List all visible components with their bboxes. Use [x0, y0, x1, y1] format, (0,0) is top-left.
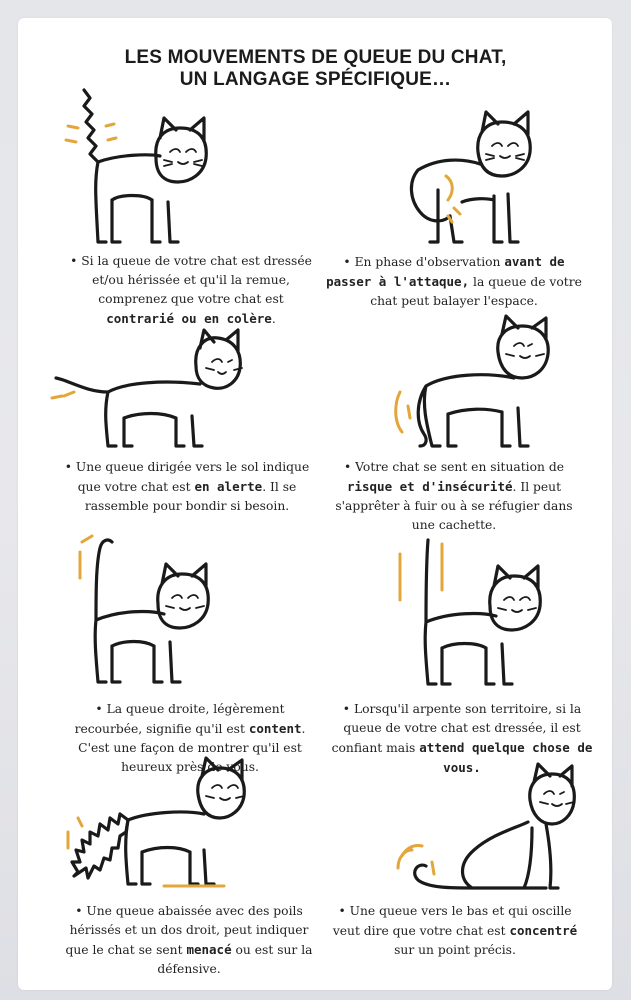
cat-tail-sweeping-illustration [398, 112, 568, 252]
cat-tail-low-illustration [46, 326, 256, 454]
title-line-1: LES MOUVEMENTS DE QUEUE DU CHAT, [124, 47, 507, 68]
caption-1: • Si la queue de votre chat est dressée et/ou hérissée et qu'il la remue, comprenez que votre chat est contrarié ou en colère. [70, 254, 312, 326]
caption-7: • Une queue abaissée avec des poils hérissés et un dos droit, peut indiquer que le chat se sent menacé ou est sur la défensive. [65, 904, 313, 976]
caption-8: • Une queue vers le bas et qui oscille veut dire que votre chat est concentré sur un point précis. [332, 904, 578, 957]
cat-tail-up-straight-illustration [392, 536, 562, 696]
caption-3: • Une queue dirigée vers le sol indique que votre chat est en alerte. Il se rassemble pour bondir si besoin. [64, 460, 310, 513]
cat-tail-up-hooked-illustration [60, 534, 230, 694]
caption-2: • En phase d'observation avant de passer à l'attaque, la queue de votre chat peut balayer l'espace. [326, 254, 582, 308]
caption-4: • Votre chat se sent en situation de risque et d'insécurité. Il peut s'apprêter à fuir ou à se réfugier dans une cachette. [335, 460, 573, 532]
caption-5: • La queue droite, légèrement recourbée, signifie qu'il est content. C'est une façon de montrer qu'il est heureux près de vous. [74, 702, 306, 774]
cat-sitting-tail-curled-illustration [396, 770, 576, 900]
title-line-2: UN LANGAGE SPÉCIFIQUE… [179, 69, 452, 90]
cat-tail-down-bristled-illustration [64, 766, 254, 896]
cat-tail-tucked-illustration [386, 322, 576, 452]
cat-tail-up-bristled-illustration [60, 82, 230, 252]
caption-6: • Lorsqu'il arpente son territoire, si la queue de votre chat est dressée, il est confiant mais attend quelque chose de vous. [331, 702, 593, 775]
